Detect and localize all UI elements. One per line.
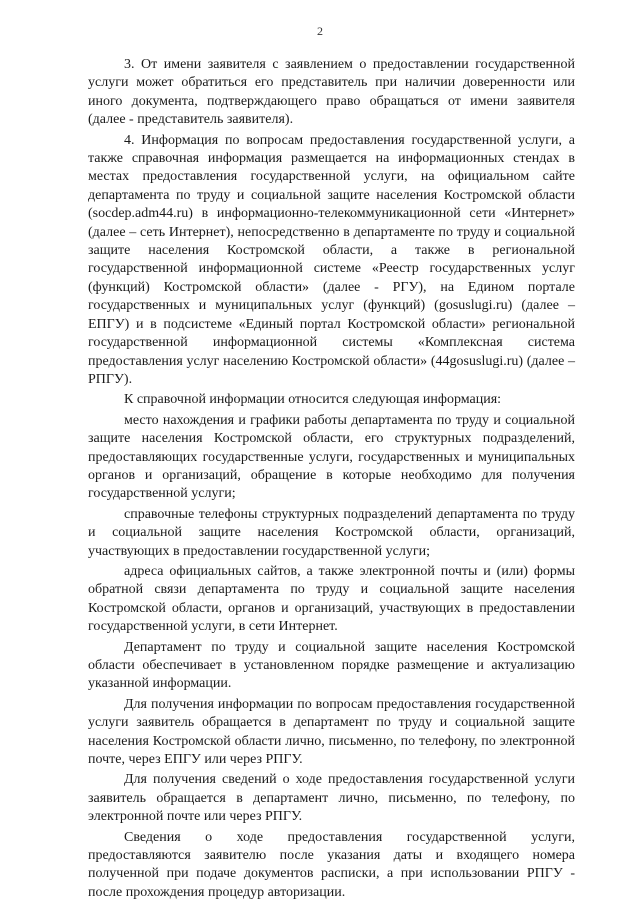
paragraph-reference-info-intro: К справочной информации относится следующая информация: xyxy=(124,392,502,408)
document-body xyxy=(88,56,575,904)
paragraph-3-representative: 3. От имени заявителя с заявлением о предоставлении государственной услуги может обратиться его представитель при наличии доверенности или иного документа, подтверждающего право обращаться от имени заявителя (далее - представитель заявителя). xyxy=(88,57,575,128)
paragraph-reference-phones: справочные телефоны структурных подразделений департамента по труду и социальной защите населения Костромской области, организаций, участвующих в предоставлении государственной услуги; xyxy=(88,506,575,559)
paragraph-obtaining-info: Для получения информации по вопросам предоставления государственной услуги заявитель обращается в департамент по труду и социальной защите населения Костромской области лично, письменно, по телефону, по электронной почте, через ЕПГУ или через РПГУ. xyxy=(88,696,575,768)
paragraph-location-schedule: место нахождения и графики работы департамента по труду и социальной защите населения Костромской области, его структурных подразделений, предоставляющих государственные услуги, государственных и муниципальных органов и организаций, обращение в которые необходимо для получения государственной услуги; xyxy=(88,412,575,502)
paragraph-progress-info: Для получения сведений о ходе предоставления государственной услуги заявитель обращается в департамент лично, письменно, по телефону, по электронной почте или через РПГУ. xyxy=(88,772,575,825)
paragraph-4-information: 4. Информация по вопросам предоставления государственной услуги, а также справочная информация размещается на информационных стендах в местах предоставления государственной услуги, на официальном сайте департамента по труду и социальной защите населения Костромской области (socdep.adm44.ru) в информационно-телекоммуникационной сети «Интернет» (далее – сеть Интернет), непосредственно в департаменте по труду и социальной защите населения Костромской области, а также в региональной государственной информационной системе «Реестр государственных услуг (функций) Костромской области» (далее - РГУ), на Едином портале государственных и муниципальных услуг (функций) (gosuslugi.ru) (далее – ЕПГУ) и в подсистеме «Единый портал Костромской области» региональной государственной информационной системы «Комплексная система предоставления услуг населению Костромской области» (44gosuslugi.ru) (далее – РПГУ). xyxy=(88,132,575,387)
paragraph-progress-details: Сведения о ходе предоставления государственной услуги, предоставляются заявителю после указания даты и входящего номера полученной при подаче документов расписки, а при использовании РПГУ - после прохождения процедур авторизации. xyxy=(88,829,575,900)
paragraph-department-ensures: Департамент по труду и социальной защите населения Костромской области обеспечивает в установленном порядке размещение и актуализацию указанной информации. xyxy=(88,639,575,692)
paragraph-websites-email: адреса официальных сайтов, а также электронной почты и (или) формы обратной связи департамента по труду и социальной защите населения Костромской области, органов и организаций, участвующих в предоставлении государственной услуги, в сети Интернет. xyxy=(88,563,575,635)
page-number: 2 xyxy=(317,24,323,38)
